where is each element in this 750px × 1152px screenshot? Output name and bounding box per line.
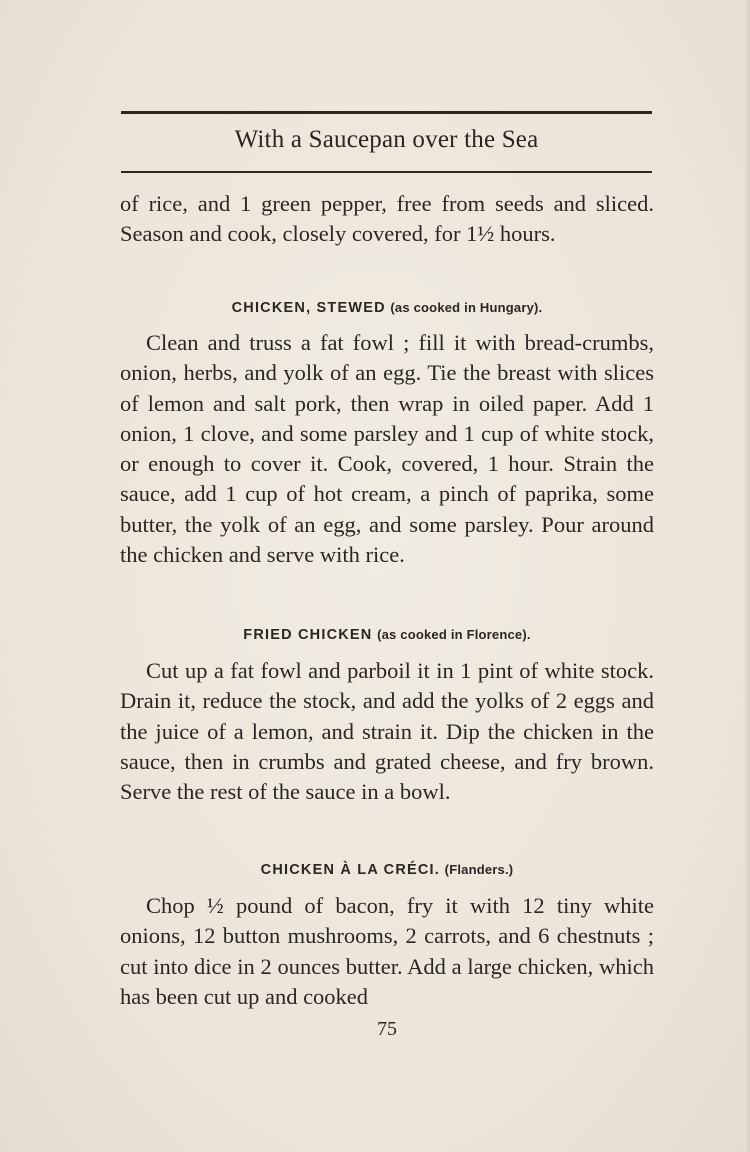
recipe-body-chicken-stewed xyxy=(120,328,654,570)
recipe-title: CHICKEN À LA CRÉCI. xyxy=(260,862,441,878)
continuation-paragraph xyxy=(120,189,654,250)
recipe-body-text: Chop ½ pound of bacon, fry it with 12 tiny white onions, 12 button mushrooms, 2 carrots, and 6 chestnuts ; cut into dice in 2 ounces butter. Add a large chicken, which has been cut up and cooked xyxy=(120,893,654,1009)
recipe-origin-note: (as cooked in Hungary). xyxy=(390,300,543,315)
recipe-heading-fried-chicken xyxy=(120,627,654,643)
recipe-origin-note: (Flanders.) xyxy=(444,862,514,877)
continuation-text: of rice, and 1 green pepper, free from seeds and sliced. Season and cook, closely covered, for 1½ hours. xyxy=(120,191,654,247)
recipe-title: CHICKEN, STEWED xyxy=(231,300,386,316)
recipe-origin-note: (as cooked in Florence). xyxy=(377,627,531,642)
recipe-body-fried-chicken xyxy=(120,656,654,807)
recipe-heading-chicken-stewed xyxy=(120,300,654,316)
header-rule-bottom xyxy=(121,171,652,173)
recipe-body-chicken-a-la-creci xyxy=(120,891,654,1012)
header-rule-top xyxy=(121,111,652,114)
running-head: With a Saucepan over the Sea xyxy=(234,126,539,153)
page-number: 75 xyxy=(377,1018,397,1040)
recipe-body-text: Cut up a fat fowl and parboil it in 1 pint of white stock. Drain it, reduce the stock, and add the yolks of 2 eggs and the juice of a lemon, and strain it. Dip the chicken in the sauce, then in crumbs and grated cheese, and fry brown. Serve the rest of the sauce in a bowl. xyxy=(120,658,654,805)
recipe-heading-chicken-a-la-creci xyxy=(120,862,654,878)
page-edge xyxy=(744,0,750,1152)
recipe-body-text: Clean and truss a fat fowl ; fill it with bread-crumbs, onion, herbs, and yolk of an egg. Tie the breast with slices of lemon and salt pork, then wrap in oiled paper. Add 1 onion, 1 clove, and some parsley and 1 cup of white stock, or enough to cover it. Cook, covered, 1 hour. Strain the sauce, add 1 cup of hot cream, a pinch of paprika, some butter, the yolk of an egg, and some parsley. Pour around the chicken and serve with rice. xyxy=(120,330,654,568)
recipe-title: FRIED CHICKEN xyxy=(243,627,373,643)
